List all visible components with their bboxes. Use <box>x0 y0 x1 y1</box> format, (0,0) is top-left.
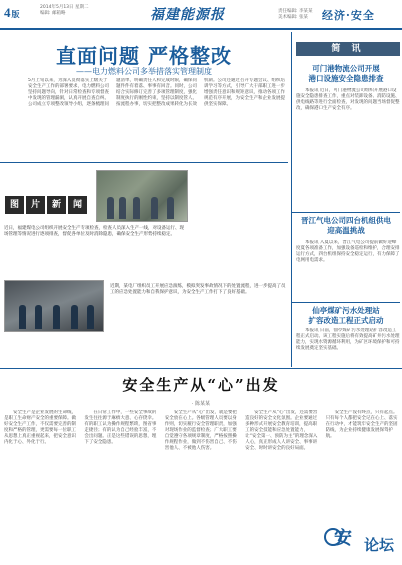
brief-title-2: 晋江气电公司四台机组供电 迎高温挑战 <box>301 216 391 235</box>
photo-caption-2: 近期，某电厂组织员工开展应急演练，模拟突发事故情况下的处置流程，进一步提高了员工的应急处置能力和自我保护意识，为安全生产工作打下了良好基础。 <box>110 284 286 295</box>
photo-caption-1: 近日，福建煤电公司组织开展安全生产专项检查，检查人员深入生产一线，对设备运行、现场管理等情况进行逐项排查，督促各单位及时消除隐患，确保安全生产形势持续稳定。 <box>4 226 184 237</box>
brief-text-3: 本报讯 日前，仙亭煤矿污水处理站扩容改造工程正式启动。该工程实施后将有效提高矿井污水处理能力，实现水资源循环利用，为矿区环境保护和可持续发展奠定坚实基础。 <box>296 328 400 351</box>
brief-text-1: 本报讯 近日，可门港物流公司组织开展港口设施安全隐患排查工作，重点对装卸设备、消防设施、供电线路等进行全面检查，对发现的问题当场督促整改，确保港口生产安全有序。 <box>296 88 400 111</box>
brief-divider-2 <box>292 302 400 303</box>
brief-title-3: 仙亭煤矿污水处理站 扩容改造工程正式启动 <box>308 306 384 325</box>
feature-title: 安全生产从“心”出发 <box>122 376 280 394</box>
brief-title-1: 可门港物流公司开展 港口设施安全隐患排查 <box>308 64 384 83</box>
feature-body: 安全生产是企业发展的生命线，是职工生命财产安全的重要保障。做好安全生产工作，不仅需要完善的制度和严格的管理，更需要每一位职工从思想上真正重视起来，把安全意识内化于心、外化于行。 在日常工作中，一些安全事故的发生往往源于麻痹大意、心存侥幸。有的职工认为操作规程繁琐，图省事走捷径；有的认为自己经验丰富，不会出问题。正是这些错误的思想，埋下了安全隐患。 安全生产从“心”出发，就是要把安全放在心上。各级管理人员要以身作则，切实履行安全管理职责，加强对现场作业的监督检查；广大职工要自觉遵守各项规章制度，严格按照操作规程作业，做到不伤害自己、不伤害他人、不被他人伤害。 安全生产从“心”出发，还需要营造良好的安全文化氛围。企业要通过多种形式开展安全教育培训，提高职工的安全技能和应急处置能力，让“安全第一、预防为主”的理念深入人心，真正形成人人讲安全、事事讲安全、时时讲安全的良好局面。 安全生产没有终点，只有起点。只有每个人都把安全记在心上、落实在行动中，才能筑牢安全生产的坚固防线，为企业持续健康发展保驾护航。 <box>4 410 398 451</box>
paper-name: 福建能源报 <box>150 7 225 23</box>
news-photo-2 <box>4 280 104 332</box>
section-name: 经济·安全 <box>322 9 375 22</box>
safety-forum-logo: 安 论坛 <box>320 520 398 560</box>
feature-divider <box>0 368 402 369</box>
editor-credits: 责任编辑: 李某某 美术编辑: 张某 <box>278 9 313 20</box>
section-divider <box>0 162 288 163</box>
feature-byline: · 陈某某 <box>191 401 211 407</box>
brief-divider-1 <box>292 212 400 213</box>
brief-label: 简 讯 <box>296 42 400 56</box>
main-subheadline: ——电力燃料公司多举措落实管理制度 <box>76 67 212 76</box>
main-article-body: 5月上旬以来，为深入贯彻落实上级关于安全生产工作的部署要求，电力燃料公司坚持问题导向，针对日常检查和专项督查中发现的管理漏洞，认真开展自查自纠。公司成立专项整改领导小组，逐条梳理问题清单，明确责任人和完成时限，确保问题件件有着落、事事有回音。同时，公司结合实际修订完善了多项管理制度，强化制度执行的刚性约束，坚持以制度管人、按流程办事，切实把整改成果转化为长效机制。公司还通过召开专题会议、组织培训学习等方式，引导广大干部职工进一步增强责任意识和规矩意识，推动各项工作规范有序开展，为安全生产和企业发展提供坚实保障。 <box>28 78 285 107</box>
main-headline: 直面问题 严格整改 <box>56 44 232 68</box>
brief-text-2: 本报讯 入夏以来，晋江气电公司提前做好迎峰度夏各项准备工作，加强设备巡检和维护，合理安排运行方式，四台机组保持安全稳定运行，有力保障了电网用电需求。 <box>296 240 400 263</box>
page-header <box>0 0 402 30</box>
news-photo-1 <box>96 170 188 222</box>
photo-news-label: 图 片 新 闻 <box>4 196 88 214</box>
page-number: 4版 <box>4 5 20 20</box>
header-meta: 2014年5月13日 星期二 编辑: 邮箱略 <box>40 5 89 16</box>
